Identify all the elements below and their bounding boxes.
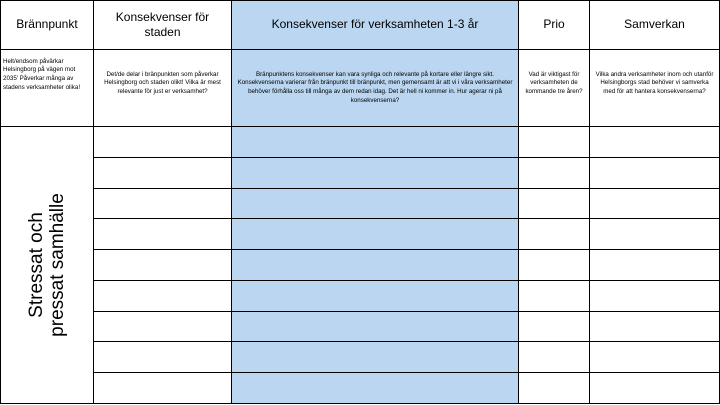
side-label-cell: [1, 127, 94, 404]
side-label: [26, 150, 68, 380]
table-cell[interactable]: [519, 157, 590, 188]
table-cell[interactable]: [94, 373, 232, 404]
table-row: [1, 250, 720, 281]
table-row: [1, 311, 720, 342]
table-cell[interactable]: [590, 188, 720, 219]
table-cell[interactable]: [232, 127, 519, 158]
table-cell[interactable]: [94, 157, 232, 188]
side-label-line-2: pressat samhälle: [47, 193, 68, 337]
table-cell[interactable]: [232, 311, 519, 342]
table-cell[interactable]: [519, 311, 590, 342]
table-row: [1, 127, 720, 158]
table-cell[interactable]: [590, 280, 720, 311]
table-cell[interactable]: [232, 342, 519, 373]
table-cell[interactable]: [519, 250, 590, 281]
description-samverkan: Vilka andra verksamheter inom och utanför Helsingborgs stad behöver vi samverka med för att hantera konsekvenserna?: [590, 49, 720, 126]
table-row: [1, 219, 720, 250]
description-row: [1, 49, 720, 126]
table-cell[interactable]: [94, 280, 232, 311]
table-cell[interactable]: [590, 219, 720, 250]
header-konsekvenser-verksamheten: Konsekvenser för verksamheten 1-3 år: [232, 1, 519, 50]
table-cell[interactable]: [94, 219, 232, 250]
table-row: [1, 373, 720, 404]
description-konsekvenser-staden: Det/de delar i bränpunkten som påverkar Helsingborg och staden olikt! Vilka är mest relevante för just er verksamhet?: [94, 49, 232, 126]
table-row: [1, 157, 720, 188]
header-konsekvenser-staden: Konsekvenser för staden: [94, 1, 232, 50]
table-cell[interactable]: [94, 127, 232, 158]
table-cell[interactable]: [590, 373, 720, 404]
table-cell[interactable]: [590, 157, 720, 188]
table-cell[interactable]: [232, 373, 519, 404]
table-cell[interactable]: [94, 342, 232, 373]
table-row: [1, 188, 720, 219]
table-cell[interactable]: [590, 342, 720, 373]
table-cell[interactable]: [232, 188, 519, 219]
description-konsekvenser-verksamheten: Bränpunktens konsekvenser kan vara synliga och relevante på kortare eller längre sikt. Konsekvenserna varierar från bränpunkt till bränpunkt, men gemensamt är att vi i våra verksamheter behöver förhålla oss till många av dem redan idag. Det är hell ni kommer in. Hur agerar ni på konsekvenserna?: [232, 49, 519, 126]
header-brannpunkt: Brännpunkt: [1, 1, 94, 50]
table-cell[interactable]: [519, 219, 590, 250]
table-cell[interactable]: [590, 311, 720, 342]
description-prio: Vad är viktigast för verksamheten de kommande tre åren?: [519, 49, 590, 126]
table-cell[interactable]: [519, 373, 590, 404]
table-cell[interactable]: [232, 219, 519, 250]
table-cell[interactable]: [590, 250, 720, 281]
table-cell[interactable]: [232, 250, 519, 281]
table-cell[interactable]: [94, 188, 232, 219]
header-row: [1, 1, 720, 50]
side-label-line-1: Stressat och: [26, 212, 47, 318]
table-row: [1, 342, 720, 373]
table-cell[interactable]: [519, 188, 590, 219]
table-cell[interactable]: [519, 127, 590, 158]
table-cell[interactable]: [519, 342, 590, 373]
header-prio: Prio: [519, 1, 590, 50]
description-brannpunkt: Helt/endsom påvärkar Helsingborg på vägen mot 2035' Påverkar många av stadens verksamheter olika!: [1, 49, 94, 126]
header-samverkan: Samverkan: [590, 1, 720, 50]
table-cell[interactable]: [94, 311, 232, 342]
table-cell[interactable]: [232, 157, 519, 188]
table-cell[interactable]: [232, 280, 519, 311]
table-cell[interactable]: [519, 280, 590, 311]
table-row: [1, 280, 720, 311]
table-cell[interactable]: [94, 250, 232, 281]
table-cell[interactable]: [590, 127, 720, 158]
